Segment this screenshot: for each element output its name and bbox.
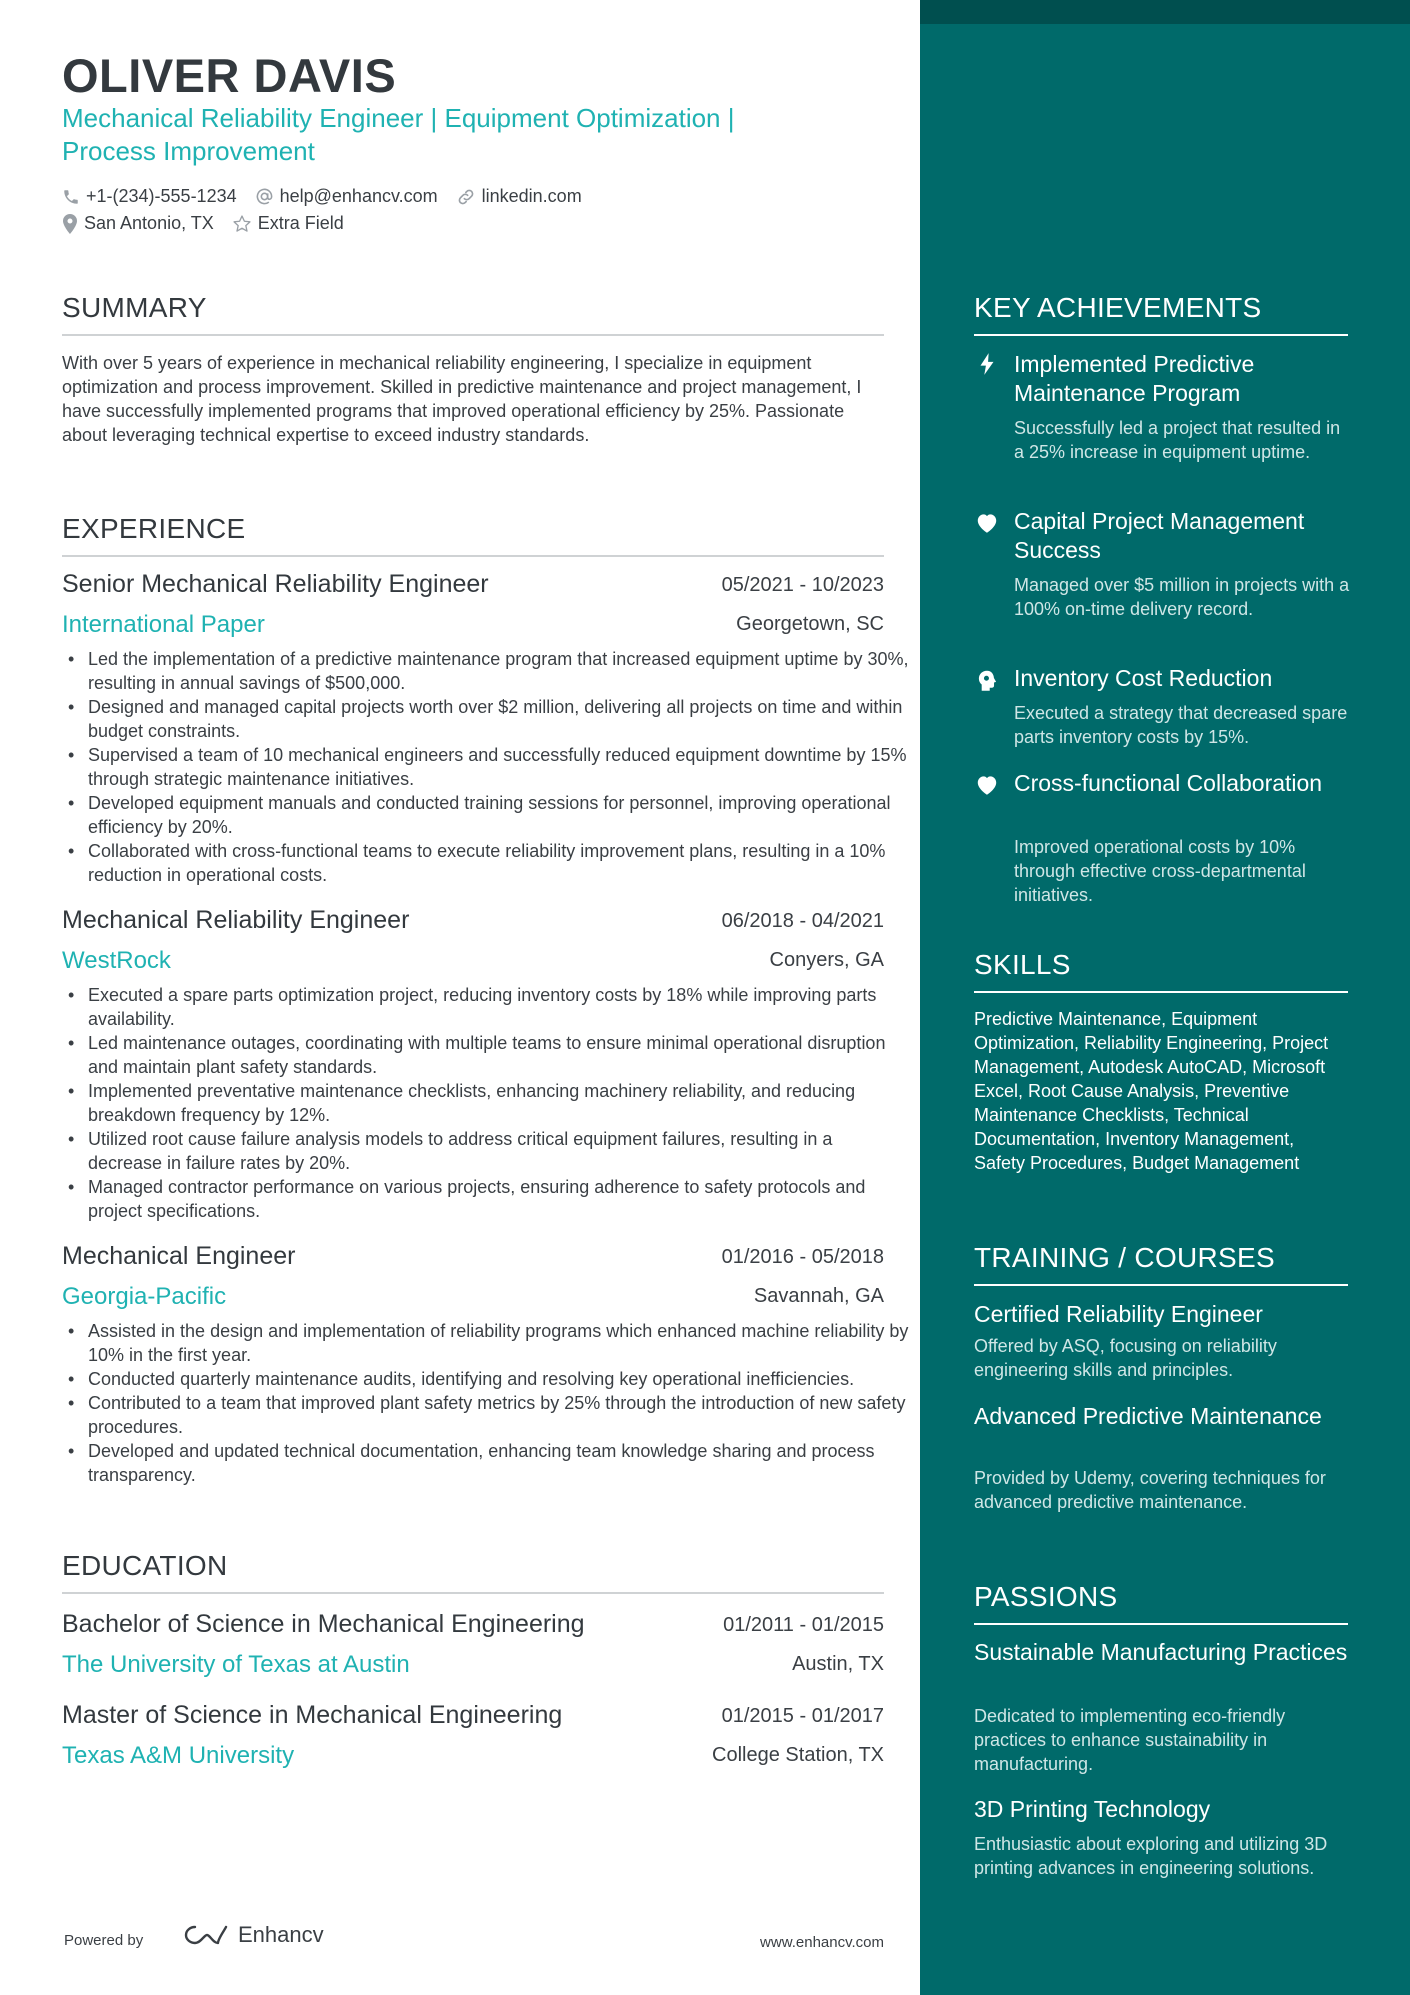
training-section-title: TRAINING / COURSES — [974, 1242, 1348, 1286]
at-icon — [255, 187, 274, 206]
passion-title: 3D Printing Technology — [974, 1796, 1211, 1822]
job-bullets — [62, 1319, 910, 1487]
bolt-icon — [974, 351, 1000, 377]
bullet-item: • Developed equipment manuals and conducted training sessions for personnel, improving operational efficiency by 20%. — [88, 791, 910, 839]
bullet-item: • Supervised a team of 10 mechanical engineers and successfully reduced equipment downtime by 15% through strategic maintenance initiatives. — [88, 743, 910, 791]
school-name: The University of Texas at Austin — [62, 1651, 410, 1678]
phone-text: +1-(234)-555-1234 — [86, 186, 237, 206]
achievement-title: Cross-functional Collaboration — [1014, 770, 1323, 796]
school-location: Austin, TX — [792, 1653, 884, 1675]
contact-extra — [232, 213, 344, 234]
achievement-desc: Executed a strategy that decreased spare parts inventory costs by 15%. — [1014, 703, 1348, 747]
enhancv-logo[interactable] — [182, 1922, 324, 1948]
achievement-title: Implemented Predictive Maintenance Program — [1014, 351, 1255, 406]
achievements-section-title: KEY ACHIEVEMENTS — [974, 292, 1348, 336]
degree-title: Master of Science in Mechanical Engineering — [62, 1701, 563, 1729]
experience-section-title: EXPERIENCE — [62, 513, 884, 557]
headline-line-2: Process Improvement — [62, 136, 315, 166]
passion-title: Sustainable Manufacturing Practices — [974, 1639, 1348, 1665]
education-dates: 01/2011 - 01/2015 — [723, 1614, 884, 1636]
bullet-item: • Utilized root cause failure analysis models to address critical equipment failures, resulting in a decrease in failure rates by 20%. — [88, 1127, 910, 1175]
passion-desc: Dedicated to implementing eco-friendly practices to enhance sustainability in manufacturing. — [974, 1706, 1286, 1774]
footer-url[interactable]: www.enhancv.com — [760, 1934, 884, 1951]
bullet-item: • Managed contractor performance on various projects, ensuring adherence to safety protocols and project specifications. — [88, 1175, 910, 1223]
passions-section-title: PASSIONS — [974, 1581, 1348, 1625]
extra-field-text: Extra Field — [257, 213, 344, 233]
company-name: Georgia-Pacific — [62, 1283, 227, 1310]
school-location: College Station, TX — [712, 1744, 884, 1766]
passion-desc: Enthusiastic about exploring and utilizing 3D printing advances in engineering solutions. — [974, 1834, 1328, 1878]
bullet-item: • Conducted quarterly maintenance audits, identifying and resolving key operational inefficiencies. — [88, 1367, 910, 1391]
course-title: Certified Reliability Engineer — [974, 1301, 1263, 1327]
job-dates: 06/2018 - 04/2021 — [721, 910, 884, 932]
bullet-item: • Developed and updated technical documentation, enhancing team knowledge sharing and process transparency. — [88, 1439, 910, 1487]
heart-icon — [974, 772, 1000, 798]
course-desc: Offered by ASQ, focusing on reliability engineering skills and principles. — [974, 1336, 1277, 1380]
bullet-item: • Designed and managed capital projects worth over $2 million, delivering all projects on time and within budget constraints. — [88, 695, 910, 743]
company-name: International Paper — [62, 611, 265, 638]
location-pin-icon — [62, 214, 78, 234]
school-name: Texas A&M University — [62, 1742, 295, 1769]
job-title: Mechanical Engineer — [62, 1242, 296, 1270]
achievement-desc: Improved operational costs by 10% through effective cross-departmental initiatives. — [1014, 837, 1306, 905]
skills-section-title: SKILLS — [974, 949, 1348, 993]
bullet-item: • Led the implementation of a predictive maintenance program that increased equipment uptime by 30%, resulting in annual savings of $500,000. — [88, 647, 910, 695]
enhancv-logo-icon — [182, 1922, 230, 1948]
course-title: Advanced Predictive Maintenance — [974, 1403, 1322, 1429]
achievement-desc: Managed over $5 million in projects with a 100% on-time delivery record. — [1014, 575, 1350, 619]
linkedin-text: linkedin.com — [481, 186, 582, 206]
achievement-desc: Successfully led a project that resulted in a 25% increase in equipment uptime. — [1014, 418, 1341, 462]
contact-location — [62, 213, 214, 234]
job-dates: 05/2021 - 10/2023 — [721, 574, 884, 596]
job-location: Savannah, GA — [753, 1285, 884, 1307]
job-title: Mechanical Reliability Engineer — [62, 906, 410, 934]
skills-text: Predictive Maintenance, Equipment Optimization, Reliability Engineering, Project Management, Autodesk AutoCAD, Microsoft Excel, Root Cause Analysis, Preventive Maintenance Checklists, Technical Documentation, Inventory Management, Safety Procedures, Budget Management — [974, 1009, 1329, 1173]
course-desc: Provided by Udemy, covering techniques for advanced predictive maintenance. — [974, 1468, 1326, 1512]
job-dates: 01/2016 - 05/2018 — [721, 1246, 884, 1268]
job-bullets — [62, 983, 910, 1223]
candidate-name: OLIVER DAVIS — [62, 49, 397, 102]
summary-text: With over 5 years of experience in mechanical reliability engineering, I specialize in equipment optimization and process improvement. Skilled in predictive maintenance and project management, I have successfully implemented programs that improved operational efficiency by 25%. Passionate about leveraging technical expertise to exceed industry standards. — [62, 353, 862, 445]
job-title: Senior Mechanical Reliability Engineer — [62, 570, 489, 598]
footer-powered-by: Powered by — [64, 1932, 144, 1949]
head-gear-icon — [974, 668, 1000, 694]
headline — [62, 102, 862, 168]
education-section-title: EDUCATION — [62, 1550, 884, 1594]
bullet-item: • Implemented preventative maintenance checklists, enhancing machinery reliability, and reducing breakdown frequency by 12%. — [88, 1079, 910, 1127]
contact-row-1 — [62, 186, 600, 207]
job-location: Georgetown, SC — [736, 613, 884, 635]
email-text: help@enhancv.com — [279, 186, 438, 206]
achievement-title: Inventory Cost Reduction — [1014, 665, 1273, 691]
contact-email[interactable] — [255, 186, 438, 207]
degree-title: Bachelor of Science in Mechanical Engineering — [62, 1610, 585, 1638]
company-name: WestRock — [62, 947, 171, 974]
achievement-title: Capital Project Management Success — [1014, 508, 1305, 563]
star-icon — [232, 214, 252, 234]
sidebar — [920, 0, 1410, 1995]
link-icon — [456, 187, 476, 207]
bullet-item: • Executed a spare parts optimization project, reducing inventory costs by 18% while improving parts availability. — [88, 983, 910, 1031]
location-text: San Antonio, TX — [84, 213, 214, 233]
contact-phone[interactable] — [62, 186, 237, 207]
enhancv-brand-text: Enhancv — [238, 1922, 324, 1947]
education-dates: 01/2015 - 01/2017 — [721, 1705, 884, 1727]
bullet-item: • Collaborated with cross-functional teams to execute reliability improvement plans, resulting in a 10% reduction in operational costs. — [88, 839, 910, 887]
headline-line-1: Mechanical Reliability Engineer | Equipment Optimization | — [62, 103, 735, 133]
bullet-item: • Led maintenance outages, coordinating with multiple teams to ensure minimal operational disruption and maintain plant safety standards. — [88, 1031, 910, 1079]
heart-icon — [974, 510, 1000, 536]
job-bullets — [62, 647, 910, 887]
contact-linkedin[interactable] — [456, 186, 582, 207]
phone-icon — [62, 188, 80, 206]
summary-section-title: SUMMARY — [62, 292, 884, 336]
contact-row-2 — [62, 213, 362, 234]
job-location: Conyers, GA — [769, 949, 884, 971]
bullet-item: • Assisted in the design and implementation of reliability programs which enhanced machine reliability by 10% in the first year. — [88, 1319, 910, 1367]
bullet-item: • Contributed to a team that improved plant safety metrics by 25% through the introduction of new safety procedures. — [88, 1391, 910, 1439]
sidebar-top-band — [920, 0, 1410, 24]
